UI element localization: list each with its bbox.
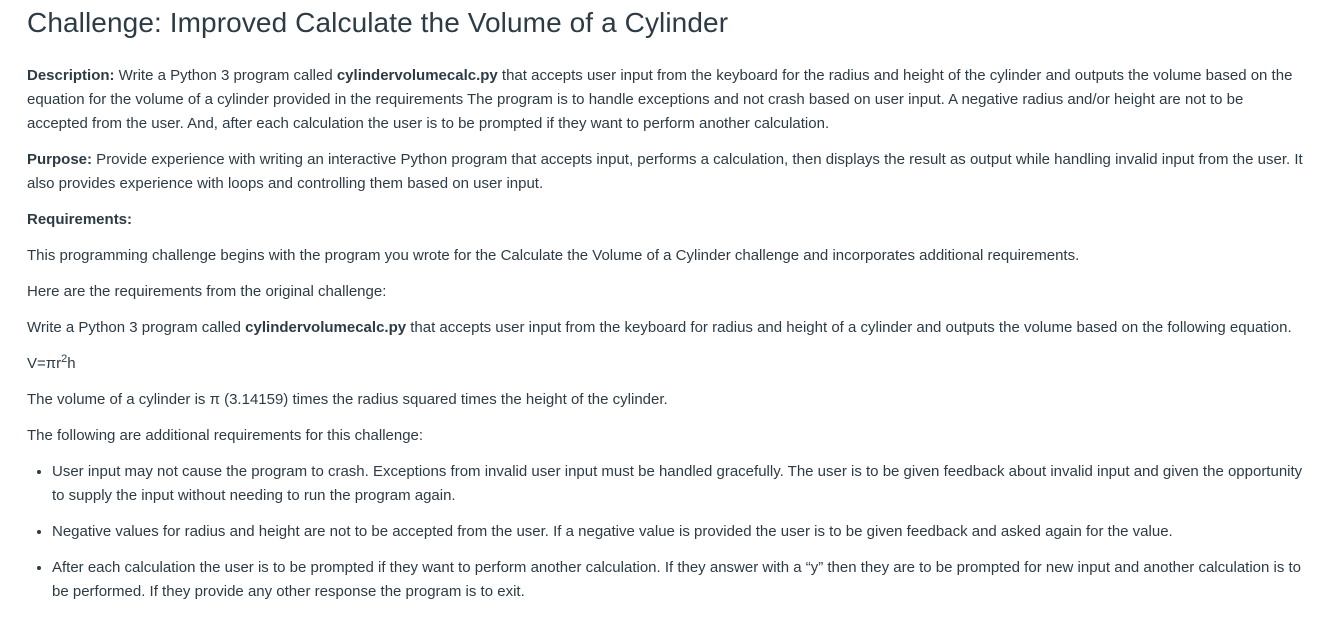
page-title: Challenge: Improved Calculate the Volume of a Cylinder [27,7,729,38]
list-item: • User input may not cause the program to crash. Exceptions from invalid user input must be handled gracefully. The user is to be given feedback about invalid input and given the opportunity to supply the input without needing to run the program again. [52,460,1306,508]
formula-base: V=πr [27,355,62,372]
list-item: • After each calculation the user is to be prompted if they want to perform another calculation. If they answer with a “y” then they are to be prompted for new input and another calculation is to be performed. If they provide any other response the program is to exit. [52,556,1306,604]
formula-tail: h [67,355,76,372]
formula-exponent: 2 [61,353,68,365]
original-requirement-text-start: Write a Python 3 program called [27,319,246,336]
volume-formula [27,352,1306,376]
description-text-end: that accepts user input from the keyboard for the radius and height of the cylinder and outputs the volume based on the equation for the volume of a cylinder provided in the requirements The program is to handle exceptions and not crash based on user input. A negative radius and/or height are not to be accepted from the user. And, after each calculation the user is to be prompted if they want to perform another calculation. [27,67,1293,132]
description-filename: cylindervolumecalc.py [336,67,498,84]
additional-requirements-list [27,460,1306,604]
purpose-label: Purpose: [27,151,93,168]
additional-requirements-intro: The following are additional requirements for this challenge: [27,427,424,444]
description-text-start: Write a Python 3 program called [114,67,337,84]
original-requirements-intro: Here are the requirements from the original challenge: [27,283,387,300]
intro-paragraph: This programming challenge begins with the program you wrote for the Calculate the Volume of a Cylinder challenge and incorporates additional requirements. [27,247,1080,264]
volume-explanation: The volume of a cylinder is π (3.14159) times the radius squared times the height of the cylinder. [27,391,668,408]
description-label: Description: [27,67,115,84]
purpose-text: Provide experience with writing an interactive Python program that accepts input, performs a calculation, then displays the result as output while handling invalid input from the user. It also provides experience with loops and controlling them based on user input. [27,151,1303,192]
original-requirement-paragraph [27,316,1306,340]
description-paragraph [27,64,1306,136]
requirements-heading: Requirements: [27,211,133,228]
original-requirement-text-end: that accepts user input from the keyboard for radius and height of a cylinder and outputs the volume based on the following equation. [406,319,1292,336]
purpose-paragraph [27,148,1306,196]
list-item: • Negative values for radius and height are not to be accepted from the user. If a negative value is provided the user is to be given feedback and asked again for the value. [52,520,1306,544]
original-requirement-filename: cylindervolumecalc.py [245,319,407,336]
